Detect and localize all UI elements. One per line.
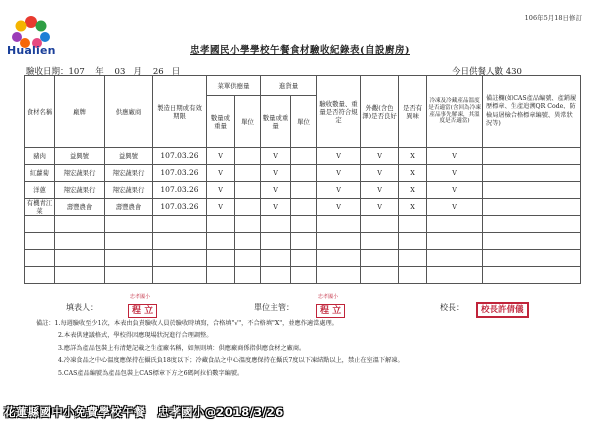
- cell-empty: [399, 267, 427, 284]
- table-row: [25, 199, 581, 216]
- header-appearance: 外觀(含色澤)是否良好: [361, 76, 399, 148]
- cell-empty: [291, 216, 317, 233]
- table-row-empty: [25, 216, 581, 233]
- cell-empty: [427, 267, 483, 284]
- cell-empty: [235, 250, 261, 267]
- cell-date: 107.03.26: [153, 165, 207, 182]
- cell-brand: 翔宏蔬果行: [55, 165, 105, 182]
- note-line: 5.CAS產品編號為產品包裝上CAS標章下方之6碼阿拉伯數字編號。: [58, 369, 244, 377]
- cell-delivery-unit: [291, 182, 317, 199]
- cell-appearance: V: [361, 182, 399, 199]
- cell-empty: [483, 233, 581, 250]
- cell-vendor: 益興號: [105, 148, 153, 165]
- page-title: 忠孝國民小學學校午餐食材驗收紀錄表(自設廚房): [190, 45, 410, 56]
- cell-empty: [317, 233, 361, 250]
- header-order-unit: 單位: [235, 96, 261, 148]
- cell-delivery-unit: [291, 165, 317, 182]
- footer-caption: 花蓮縣國中小免費學校午餐 忠孝國小@2018/3/26: [4, 405, 284, 419]
- cell-remark: [483, 148, 581, 165]
- principal-label: 校長：: [440, 303, 464, 312]
- note-line: 4.冷凍食品之中心溫度應保持在攝氏負18度以下；冷藏食品之中心溫度應保持在攝氏7度以下凍結點以上，禁止在室溫下解凍。: [58, 357, 404, 365]
- cell-check: V: [317, 148, 361, 165]
- cell-empty: [153, 233, 207, 250]
- table-row-empty: [25, 233, 581, 250]
- cell-empty: [399, 216, 427, 233]
- cell-empty: [153, 216, 207, 233]
- header-order-qty: 數量或重量: [207, 96, 235, 148]
- cell-empty: [105, 233, 153, 250]
- cell-empty: [207, 267, 235, 284]
- cell-empty: [207, 250, 235, 267]
- cell-delivery-qty: V: [261, 182, 291, 199]
- cell-empty: [55, 267, 105, 284]
- cell-delivery-unit: [291, 199, 317, 216]
- cell-brand: 益興號: [55, 148, 105, 165]
- cell-name: 豬肉: [25, 148, 55, 165]
- cell-vendor: 翔宏蔬果行: [105, 182, 153, 199]
- cell-delivery-qty: V: [261, 148, 291, 165]
- header-brand: 廠牌: [55, 76, 105, 148]
- revision-date: 106年5月18日修訂: [524, 14, 582, 22]
- filler-label: 填表人：: [66, 303, 98, 312]
- cell-empty: [291, 267, 317, 284]
- header-check: 驗收數量、重量是否符合規定: [317, 76, 361, 148]
- cell-delivery-unit: [291, 148, 317, 165]
- cell-empty: [55, 250, 105, 267]
- header-remarks: 備註欄(如CAS產品編號、產銷履歷標章、生產追溯QR Code、防檢局屠檢合格標章編號、異常狀況等): [483, 76, 581, 148]
- cell-odor: X: [399, 182, 427, 199]
- principal-stamp: 校長許倩儀: [476, 297, 529, 316]
- note-line: 備註：1.每週驗收至少1次，本表由負責驗收人員於驗收時填寫，合格填"√"，不合格填"X"，並應作適當處理。: [36, 320, 338, 327]
- cell-appearance: V: [361, 199, 399, 216]
- cell-temp: V: [427, 165, 483, 182]
- cell-temp: V: [427, 148, 483, 165]
- cell-vendor: 壽豐農會: [105, 199, 153, 216]
- header-vendor: 供應廠商: [105, 76, 153, 148]
- cell-brand: 壽豐農會: [55, 199, 105, 216]
- cell-empty: [235, 267, 261, 284]
- cell-odor: X: [399, 148, 427, 165]
- cell-remark: [483, 165, 581, 182]
- cell-empty: [261, 267, 291, 284]
- cell-empty: [291, 233, 317, 250]
- cell-date: 107.03.26: [153, 199, 207, 216]
- cell-empty: [427, 233, 483, 250]
- cell-order-qty: V: [207, 165, 235, 182]
- cell-empty: [261, 250, 291, 267]
- cell-empty: [291, 250, 317, 267]
- cell-empty: [207, 233, 235, 250]
- cell-empty: [55, 233, 105, 250]
- cell-vendor: 翔宏蔬果行: [105, 165, 153, 182]
- cell-empty: [153, 250, 207, 267]
- cell-empty: [317, 267, 361, 284]
- table-row-empty: [25, 250, 581, 267]
- cell-check: V: [317, 199, 361, 216]
- cell-odor: X: [399, 165, 427, 182]
- cell-empty: [25, 250, 55, 267]
- supervisor-stamp: 程 立 忠孝國小: [316, 298, 345, 317]
- cell-empty: [261, 233, 291, 250]
- cell-temp: V: [427, 182, 483, 199]
- cell-temp: V: [427, 199, 483, 216]
- cell-appearance: V: [361, 148, 399, 165]
- cell-remark: [483, 182, 581, 199]
- cell-order-unit: [235, 199, 261, 216]
- cell-remark: [483, 199, 581, 216]
- table-row: [25, 148, 581, 165]
- header-delivery-unit: 單位: [291, 96, 317, 148]
- cell-empty: [361, 267, 399, 284]
- supervisor-label: 單位主管：: [254, 303, 294, 312]
- header-odor: 是否有異味: [399, 76, 427, 148]
- filler-stamp: 程 立 忠孝國小: [128, 298, 157, 317]
- cell-name: 洋蔥: [25, 182, 55, 199]
- cell-empty: [399, 233, 427, 250]
- header-order-group: 菜單供應量: [207, 76, 261, 96]
- inspection-date: 驗收日期：107 年 03 月 26 日: [26, 67, 181, 77]
- cell-empty: [25, 233, 55, 250]
- cell-empty: [317, 250, 361, 267]
- cell-name: 有機青江菜: [25, 199, 55, 216]
- cell-appearance: V: [361, 165, 399, 182]
- cell-order-qty: V: [207, 199, 235, 216]
- notes: [36, 318, 404, 380]
- cell-empty: [25, 267, 55, 284]
- inspection-table: [24, 75, 581, 284]
- cell-odor: X: [399, 199, 427, 216]
- table-row: [25, 182, 581, 199]
- cell-date: 107.03.26: [153, 148, 207, 165]
- cell-order-qty: V: [207, 148, 235, 165]
- cell-empty: [207, 216, 235, 233]
- table-row-empty: [25, 267, 581, 284]
- cell-empty: [427, 250, 483, 267]
- cell-empty: [235, 233, 261, 250]
- cell-check: V: [317, 165, 361, 182]
- cell-empty: [317, 216, 361, 233]
- header-name: 食材名稱: [25, 76, 55, 148]
- cell-delivery-qty: V: [261, 165, 291, 182]
- cell-check: V: [317, 182, 361, 199]
- cell-order-unit: [235, 165, 261, 182]
- note-line: 2.本表供建議格式，學校得因應現場狀況進行合理調整。: [58, 332, 213, 340]
- cell-empty: [483, 250, 581, 267]
- cell-empty: [483, 267, 581, 284]
- cell-empty: [235, 216, 261, 233]
- logo-text: Hualien: [7, 44, 56, 57]
- cell-empty: [361, 216, 399, 233]
- cell-name: 紅蘿蔔: [25, 165, 55, 182]
- cell-empty: [399, 250, 427, 267]
- cell-empty: [361, 233, 399, 250]
- cell-brand: 翔宏蔬果行: [55, 182, 105, 199]
- header-delivery-group: 進貨量: [261, 76, 317, 96]
- cell-empty: [153, 267, 207, 284]
- cell-empty: [105, 267, 153, 284]
- cell-empty: [25, 216, 55, 233]
- cell-empty: [361, 250, 399, 267]
- cell-order-unit: [235, 148, 261, 165]
- header-delivery-qty: 數量或重量: [261, 96, 291, 148]
- cell-order-unit: [235, 182, 261, 199]
- cell-date: 107.03.26: [153, 182, 207, 199]
- cell-empty: [55, 216, 105, 233]
- note-line: 3.應詳為產品包裝上有清楚記載之生產廠名稱，如無則填：供應廠商係指供應食材之廠商。: [58, 344, 306, 352]
- header-temp: 冷凍及冷藏產品溫度是否適當(含回為冷凍產品事先解凍，其溫度是否適當): [427, 76, 483, 148]
- supply-count: 今日供餐人數 430: [452, 67, 522, 77]
- cell-empty: [483, 216, 581, 233]
- cell-delivery-qty: V: [261, 199, 291, 216]
- cell-empty: [427, 216, 483, 233]
- cell-empty: [105, 216, 153, 233]
- cell-order-qty: V: [207, 182, 235, 199]
- cell-empty: [261, 216, 291, 233]
- table-row: [25, 165, 581, 182]
- cell-empty: [105, 250, 153, 267]
- header-date: 製造日期或有效期限: [153, 76, 207, 148]
